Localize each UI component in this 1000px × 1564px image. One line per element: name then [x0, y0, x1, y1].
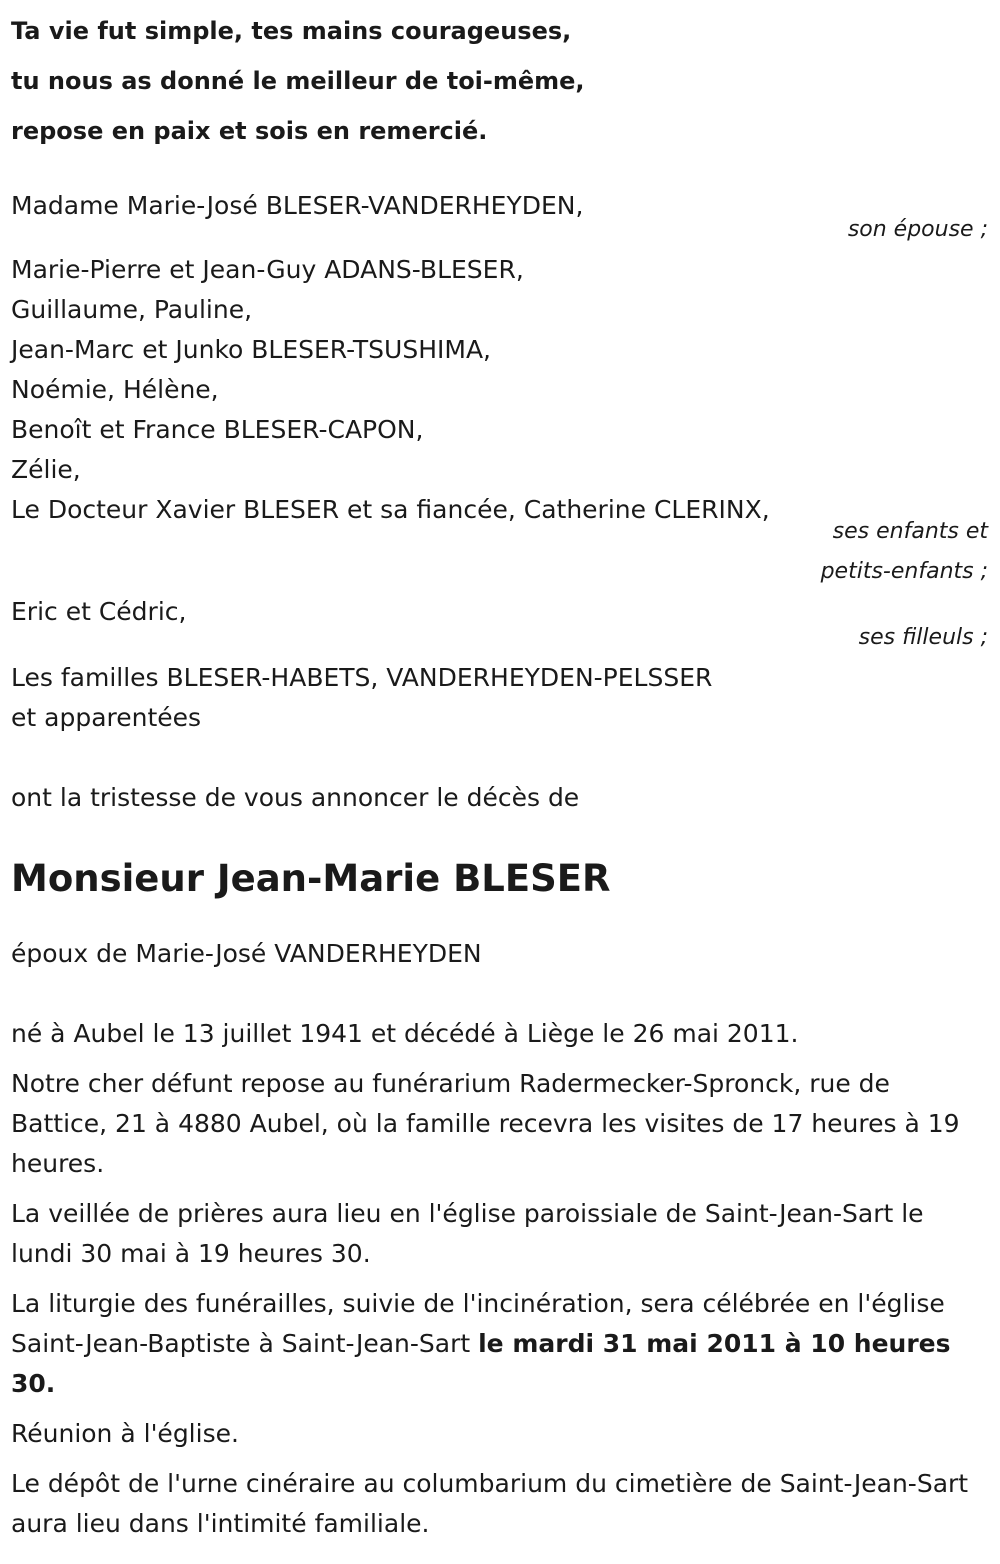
funeral-info — [11, 1284, 991, 1404]
children-line: Zélie, — [11, 455, 81, 484]
funeral-date: le mardi 31 mai 2011 à 10 heures 30. — [11, 1329, 951, 1398]
deceased-name: Monsieur Jean-Marie BLESER — [11, 857, 611, 900]
meeting-info: Réunion à l'église. — [11, 1419, 239, 1448]
birth-death: né à Aubel le 13 juillet 1941 et décédé à Liège le 26 mai 2011. — [11, 1019, 799, 1048]
children-section — [11, 250, 990, 592]
children-line: Benoît et France BLESER-CAPON, — [11, 415, 424, 444]
godchildren-names: Eric et Cédric, — [11, 597, 187, 626]
families-line: et apparentées — [11, 703, 202, 732]
godchildren-role: ses filleuls ; — [858, 625, 988, 650]
visitation-info: Notre cher défunt repose au funérarium Radermecker-Spronck, rue de Battice, 21 à 4880 Aubel, où la famille recevra les visites de 17 heures à 19 heures. — [11, 1069, 960, 1178]
children-line: Guillaume, Pauline, — [11, 295, 253, 324]
spouse-section — [11, 186, 990, 250]
poem-line: repose en paix et sois en remercié. — [11, 117, 488, 145]
urn-info: Le dépôt de l'urne cinéraire au columbarium du cimetière de Saint-Jean-Sart aura lieu dans l'intimité familiale. — [11, 1469, 969, 1538]
poem-line: Ta vie fut simple, tes mains courageuses, — [11, 17, 572, 45]
spouse-name: Madame Marie-José BLESER-VANDERHEYDEN, — [11, 191, 584, 220]
children-line: Noémie, Hélène, — [11, 375, 219, 404]
families-line: Les familles BLESER-HABETS, VANDERHEYDEN-PELSSER — [11, 663, 713, 692]
children-line: Marie-Pierre et Jean-Guy ADANS-BLESER, — [11, 255, 524, 284]
announcement: ont la tristesse de vous annoncer le décès de — [11, 783, 580, 812]
children-role-line1: ses enfants et — [832, 519, 988, 544]
children-line: Jean-Marc et Junko BLESER-TSUSHIMA, — [11, 335, 491, 364]
spouse-of: époux de Marie-José VANDERHEYDEN — [11, 939, 482, 968]
poem — [11, 6, 990, 156]
vigil-info: La veillée de prières aura lieu en l'église paroissiale de Saint-Jean-Sart le lundi 30 mai à 19 heures 30. — [11, 1199, 924, 1268]
godchildren-section — [11, 592, 990, 658]
children-role-line2: petits-enfants ; — [820, 559, 988, 584]
children-line: Le Docteur Xavier BLESER et sa fiancée, Catherine CLERINX, — [11, 495, 770, 524]
poem-line: tu nous as donné le meilleur de toi-même, — [11, 67, 585, 95]
spouse-role: son épouse ; — [847, 217, 988, 242]
funeral-text: La liturgie des funérailles, suivie de l'incinération, sera célébrée en l'église Saint-Jean-Baptiste à Saint-Jean-Sart — [11, 1289, 945, 1358]
details-section — [11, 1014, 990, 1544]
families-section — [11, 658, 990, 738]
